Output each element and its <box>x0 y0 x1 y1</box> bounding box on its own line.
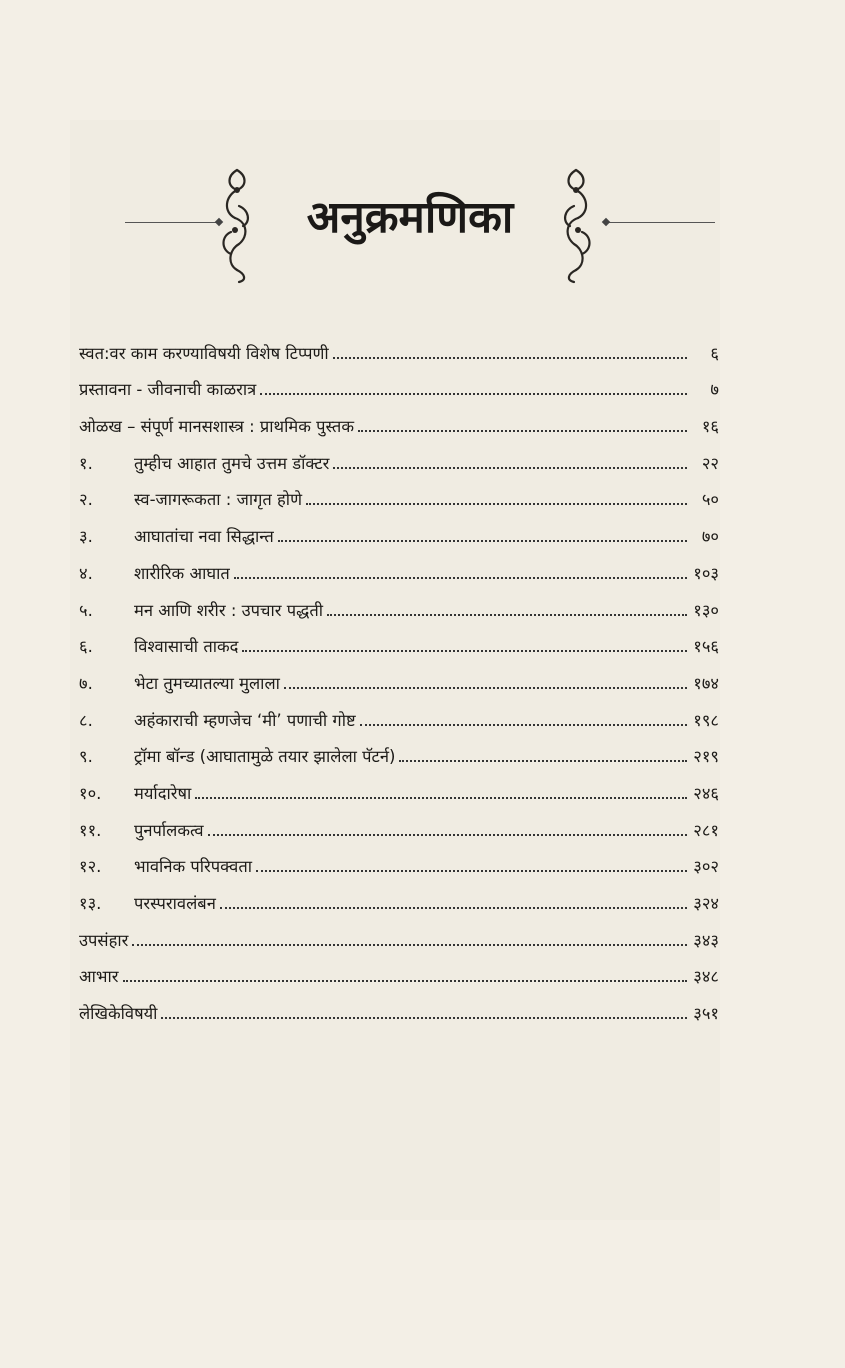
toc-entry <box>79 365 719 402</box>
dot-leader <box>161 1017 687 1019</box>
dot-leader <box>284 687 687 689</box>
page-number: २२ <box>701 453 719 473</box>
chapter-number: १३. <box>79 894 102 913</box>
dot-leader <box>195 797 687 799</box>
dot-leader <box>132 944 687 946</box>
dot-leader <box>256 870 687 872</box>
chapter-number: ९. <box>79 747 93 767</box>
toc-header <box>0 160 845 280</box>
toc-entry <box>79 805 719 842</box>
chapter-title: अहंकाराची म्हणजेच ‘मी’ पणाची गोष्ट <box>134 710 356 730</box>
chapter-title: ट्रॉमा बॉन्ड (आघातामुळे तयार झालेला पॅटर्न) <box>134 747 396 767</box>
dot-leader <box>234 577 687 579</box>
page-number: १५६ <box>693 637 719 657</box>
chapter-number: ७. <box>79 673 93 693</box>
dot-leader <box>360 724 687 726</box>
page-number: ७० <box>701 527 719 547</box>
dot-leader <box>242 650 687 652</box>
toc-entry <box>79 732 719 769</box>
dot-leader <box>333 467 687 469</box>
page-number: २१९ <box>693 747 719 767</box>
chapter-number: १०. <box>79 783 102 803</box>
dot-leader <box>306 503 687 505</box>
chapter-title: परस्परावलंबन <box>134 894 216 913</box>
right-flourish-ornament-icon <box>556 166 596 284</box>
chapter-number: ६. <box>79 637 93 657</box>
toc-entry <box>79 842 719 879</box>
table-of-contents <box>79 328 719 1025</box>
dot-leader <box>220 907 687 909</box>
dot-leader <box>278 540 687 542</box>
dot-leader <box>208 834 687 836</box>
chapter-number: १२. <box>79 857 102 877</box>
dot-leader <box>399 760 687 762</box>
toc-entry <box>79 622 719 659</box>
chapter-number: ११. <box>79 820 102 840</box>
toc-entry <box>79 878 719 915</box>
chapter-title: पुनर्पालकत्व <box>134 820 204 840</box>
chapter-number: ३. <box>79 527 93 547</box>
page-number: ३४८ <box>693 967 719 987</box>
dot-leader <box>260 393 687 395</box>
chapter-title: विश्वासाची ताकद <box>134 637 239 657</box>
toc-entry <box>79 915 719 952</box>
dot-leader <box>327 614 687 616</box>
page-number: १६ <box>701 417 719 437</box>
dot-leader <box>333 357 687 359</box>
chapter-title: मर्यादारेषा <box>134 783 192 803</box>
toc-entry <box>79 988 719 1025</box>
page-number: ३०२ <box>693 857 719 877</box>
page-number: २४६ <box>693 783 719 803</box>
right-rule-divider <box>605 222 715 223</box>
chapter-title: आभार <box>79 967 119 987</box>
chapter-title: स्वत:वर काम करण्याविषयी विशेष टिप्पणी <box>79 343 329 363</box>
chapter-number: १. <box>79 453 93 473</box>
chapter-title: भेटा तुमच्यातल्या मुलाला <box>134 673 280 693</box>
chapter-title: प्रस्तावना - जीवनाची काळरात्र <box>79 380 257 400</box>
page-number: १९८ <box>693 710 719 730</box>
page-number: २८१ <box>693 820 719 840</box>
chapter-title: शारीरिक आघात <box>134 563 230 583</box>
toc-entry <box>79 768 719 805</box>
chapter-title: मन आणि शरीर : उपचार पद्धती <box>134 600 324 620</box>
page-number: १०३ <box>693 563 719 583</box>
toc-entry <box>79 511 719 548</box>
toc-entry <box>79 401 719 438</box>
toc-entry <box>79 475 719 512</box>
page-number: ३४३ <box>693 930 719 950</box>
page-number: १७४ <box>693 673 719 693</box>
left-flourish-ornament-icon <box>217 166 257 284</box>
chapter-title: उपसंहार <box>79 930 129 950</box>
page-number: ३५१ <box>693 1004 719 1024</box>
chapter-number: ८. <box>79 710 93 730</box>
page-number: ३२४ <box>693 894 719 913</box>
chapter-title: ओळख – संपूर्ण मानसशास्त्र : प्राथमिक पुस्तक <box>79 417 355 437</box>
toc-entry <box>79 658 719 695</box>
chapter-number: २. <box>79 490 93 510</box>
dot-leader <box>358 430 687 432</box>
page-number: ७ <box>710 380 719 400</box>
chapter-number: ५. <box>79 600 93 620</box>
toc-entry <box>79 548 719 585</box>
toc-entry <box>79 328 719 365</box>
chapter-title: तुम्हीच आहात तुमचे उत्तम डॉक्टर <box>134 453 330 473</box>
chapter-number: ४. <box>79 563 93 583</box>
page-title: अनुक्रमणिका <box>306 192 514 243</box>
chapter-title: लेखिकेविषयी <box>79 1004 158 1024</box>
page-number: ५० <box>701 490 719 510</box>
chapter-title: भावनिक परिपक्वता <box>134 857 253 877</box>
chapter-title: आघातांचा नवा सिद्धान्त <box>134 527 274 547</box>
toc-entry <box>79 952 719 989</box>
chapter-title: स्व-जागरूकता : जागृत होणे <box>134 490 302 510</box>
dot-leader <box>123 980 688 982</box>
left-rule-divider <box>125 222 220 223</box>
page-number: १३० <box>693 600 719 620</box>
toc-entry <box>79 695 719 732</box>
page-number: ६ <box>710 343 719 363</box>
toc-entry <box>79 585 719 622</box>
toc-entry <box>79 438 719 475</box>
